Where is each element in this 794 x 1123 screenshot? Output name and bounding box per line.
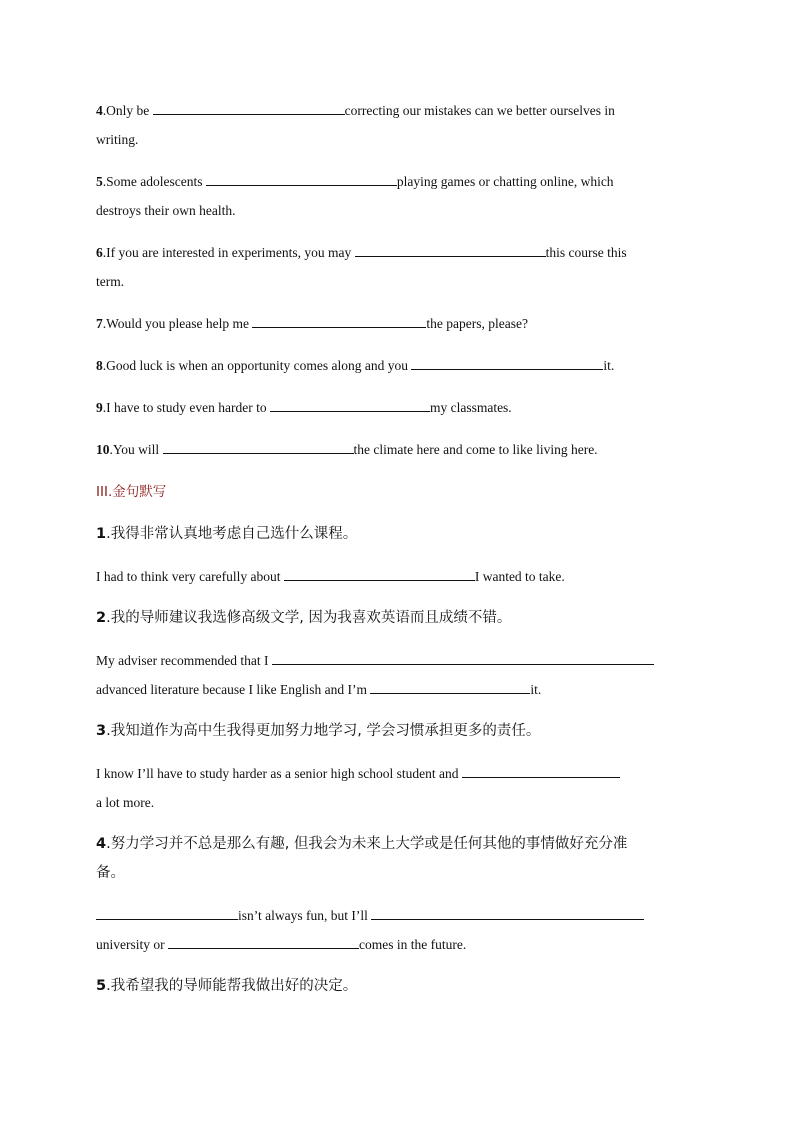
question-5: [96, 172, 614, 192]
question-4: [96, 101, 615, 121]
chinese-prompt: .我希望我的导师能帮我做出好的决定。: [106, 978, 358, 994]
answer-blank[interactable]: [270, 398, 430, 412]
answer-blank[interactable]: [272, 651, 654, 665]
question-number: 5: [96, 174, 103, 189]
question-text: playing games or chatting online, which: [396, 174, 614, 189]
sentence-4-english-line1: [96, 906, 644, 926]
sentence-1-english: [96, 567, 565, 587]
english-text: I had to think very carefully about: [96, 569, 284, 584]
question-text: .You will: [109, 442, 163, 457]
answer-blank[interactable]: [355, 243, 546, 257]
english-text: advanced literature because I like English and I’m: [96, 682, 371, 697]
sentence-1-chinese: [96, 524, 357, 544]
question-text: it.: [603, 358, 615, 373]
question-text: .Only be: [102, 103, 153, 118]
chinese-prompt: .努力学习并不总是那么有趣, 但我会为未来上大学或是任何其他的事情做好充分准: [106, 836, 628, 852]
question-text: .Some adolescents: [102, 174, 206, 189]
sentence-2-english-line1: [96, 651, 654, 671]
question-9: [96, 398, 512, 418]
answer-blank[interactable]: [462, 764, 620, 778]
question-text: .I have to study even harder to: [102, 400, 270, 415]
english-text: it.: [530, 682, 542, 697]
sentence-3-english-line1: [96, 764, 620, 784]
answer-blank[interactable]: [206, 172, 397, 186]
question-number: 8: [96, 358, 103, 373]
english-text: My adviser recommended that I: [96, 653, 272, 668]
question-text: this course this: [545, 245, 627, 260]
sentence-2-chinese: [96, 608, 511, 628]
sentence-number: 3: [96, 723, 107, 739]
sentence-3-english-line2: a lot more.: [96, 795, 155, 810]
question-number: 9: [96, 400, 103, 415]
question-4-continued: writing.: [96, 132, 139, 147]
question-6: [96, 243, 627, 263]
sentence-4-english-line2: [96, 935, 466, 955]
answer-blank[interactable]: [252, 314, 426, 328]
sentence-number: 5: [96, 978, 107, 994]
english-text: comes in the future.: [359, 937, 467, 952]
chinese-prompt: .我得非常认真地考虑自己选什么课程。: [106, 526, 358, 542]
question-number: 10: [96, 442, 110, 457]
question-text: .Would you please help me: [102, 316, 253, 331]
question-7: [96, 314, 528, 334]
answer-blank[interactable]: [284, 567, 475, 581]
answer-blank[interactable]: [163, 440, 354, 454]
english-text: I know I’ll have to study harder as a senior high school student and: [96, 766, 462, 781]
answer-blank[interactable]: [411, 356, 603, 370]
question-text: .Good luck is when an opportunity comes along and you: [102, 358, 412, 373]
section-heading: III.金句默写: [96, 484, 167, 500]
question-10: [96, 440, 598, 460]
question-6-continued: term.: [96, 274, 125, 289]
answer-blank[interactable]: [153, 101, 345, 115]
chinese-prompt: .我知道作为高中生我得更加努力地学习, 学会习惯承担更多的责任。: [106, 723, 541, 739]
question-8: [96, 356, 614, 376]
question-text: my classmates.: [429, 400, 512, 415]
answer-blank[interactable]: [370, 680, 530, 694]
question-number: 7: [96, 316, 103, 331]
sentence-number: 1: [96, 526, 107, 542]
sentence-3-chinese: [96, 721, 540, 741]
sentence-number: 4: [96, 836, 107, 852]
question-text: correcting our mistakes can we better ourselves in: [344, 103, 615, 118]
english-text: I wanted to take.: [474, 569, 565, 584]
question-text: .If you are interested in experiments, you may: [102, 245, 355, 260]
answer-blank[interactable]: [168, 935, 359, 949]
question-number: 4: [96, 103, 103, 118]
sentence-4-chinese-line2: 备。: [96, 865, 125, 881]
sentence-4-chinese-line1: [96, 834, 627, 854]
question-5-continued: destroys their own health.: [96, 203, 236, 218]
english-text: isn’t always fun, but I’ll: [238, 908, 372, 923]
question-number: 6: [96, 245, 103, 260]
english-text: university or: [96, 937, 168, 952]
sentence-number: 2: [96, 610, 107, 626]
answer-blank[interactable]: [371, 906, 644, 920]
chinese-prompt: .我的导师建议我选修高级文学, 因为我喜欢英语而且成绩不错。: [106, 610, 512, 626]
question-text: the climate here and come to like living here.: [353, 442, 598, 457]
sentence-2-english-line2: [96, 680, 541, 700]
answer-blank[interactable]: [96, 906, 238, 920]
sentence-5-chinese: [96, 976, 357, 996]
question-text: the papers, please?: [426, 316, 528, 331]
